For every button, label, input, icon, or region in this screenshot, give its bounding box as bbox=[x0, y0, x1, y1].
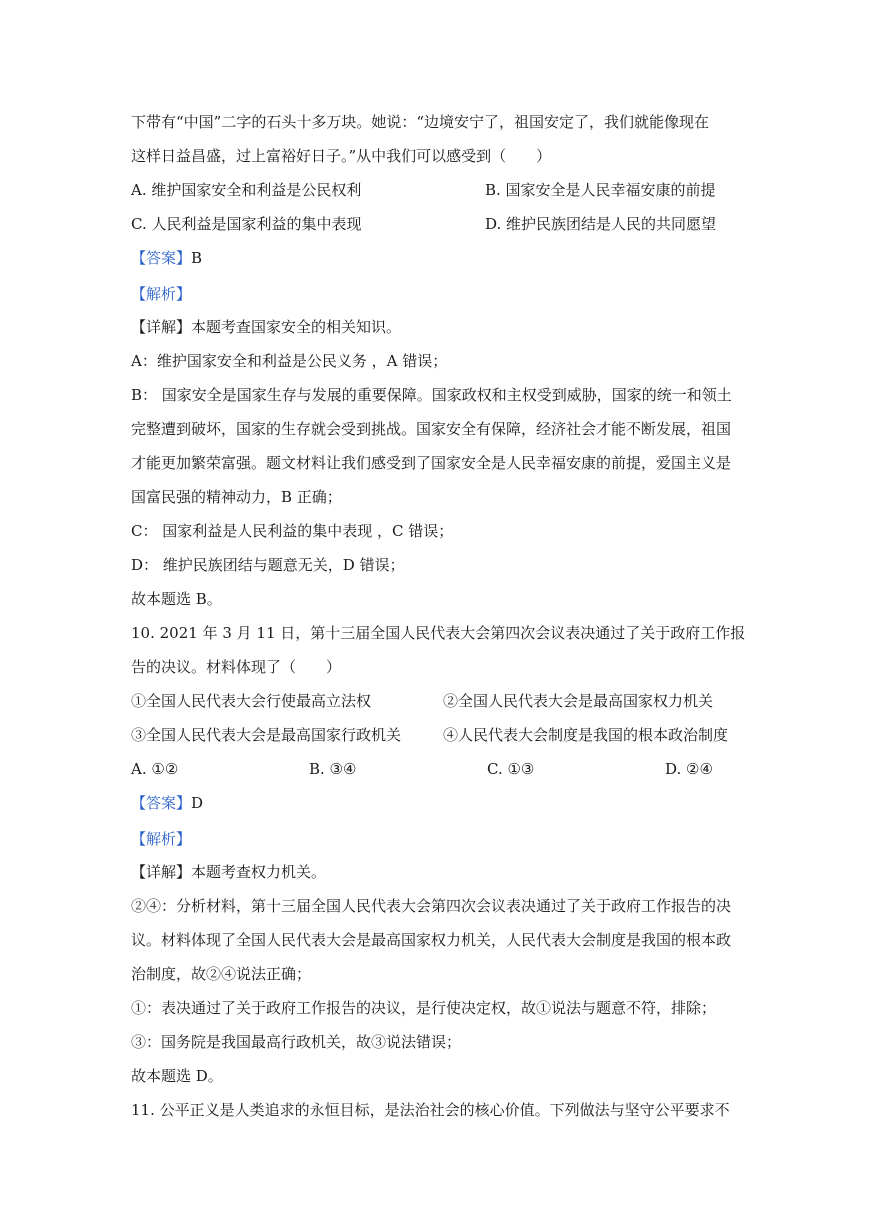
q9-option-d: D. 维护民族团结是人民的共同愿望 bbox=[485, 215, 717, 233]
q9-detail-text: 本题考查国家安全的相关知识。 bbox=[191, 318, 402, 336]
q9-answer-tag: 【答案】 bbox=[131, 249, 192, 267]
q9-explain-b-line-4: 国富民强的精神动力，B 正确； bbox=[131, 488, 342, 506]
q10-stem-line-1: 10. 2021 年 3 月 11 日，第十三届全国人民代表大会第四次会议表决通过了关于政府工作报 bbox=[131, 624, 746, 642]
q11-stem-line-1: 11. 公平正义是人类追求的永恒目标，是法治社会的核心价值。下列做法与坚守公平要求不 bbox=[131, 1101, 730, 1119]
q9-stem-line-1: 下带有“中国”二字的石头十多万块。她说：“边境安宁了，祖国安定了，我们就能像现在 bbox=[131, 113, 710, 131]
q9-conclusion: 故本题选 B。 bbox=[131, 590, 222, 608]
q10-answer-value: D bbox=[191, 794, 204, 812]
q10-statement-1: ①全国人民代表大会行使最高立法权 bbox=[131, 692, 372, 710]
q9-explain-b-line-1: B： 国家安全是国家生存与发展的重要保障。国家政权和主权受到威胁，国家的统一和领土 bbox=[131, 386, 732, 404]
q10-stem-line-2: 告的决议。材料体现了（ ） bbox=[131, 658, 342, 676]
q9-explain-b-line-3: 才能更加繁荣富强。题文材料让我们感受到了国家安全是人民幸福安康的前提，爱国主义是 bbox=[131, 454, 732, 472]
q9-answer bbox=[131, 247, 741, 269]
q10-option-b: B. ③④ bbox=[309, 760, 357, 778]
q9-answer-value: B bbox=[191, 249, 203, 267]
q10-detail bbox=[131, 861, 741, 883]
q9-option-c: C. 人民利益是国家利益的集中表现 bbox=[131, 215, 362, 233]
q9-explain-c: C： 国家利益是人民利益的集中表现 ，C 错误； bbox=[131, 522, 454, 540]
q9-option-b: B. 国家安全是人民幸福安康的前提 bbox=[485, 181, 716, 199]
q9-stem-line-2: 这样日益昌盛，过上富裕好日子。”从中我们可以感受到（ ） bbox=[131, 147, 552, 165]
q9-explain-b-line-2: 完整遭到破坏，国家的生存就会受到挑战。国家安全有保障，经济社会才能不断发展，祖国 bbox=[131, 420, 732, 438]
q9-option-a: A. 维护国家安全和利益是公民权利 bbox=[131, 181, 362, 199]
q10-conclusion: 故本题选 D。 bbox=[131, 1067, 223, 1085]
q10-option-c: C. ①③ bbox=[487, 760, 535, 778]
q10-explain-24-line-3: 治制度，故②④说法正确； bbox=[131, 965, 312, 983]
q10-analysis-heading bbox=[131, 828, 741, 850]
q10-explain-24-line-1: ②④：分析材料，第十三届全国人民代表大会第四次会议表决通过了关于政府工作报告的决 bbox=[131, 897, 732, 915]
q10-analysis-tag: 【解析】 bbox=[131, 830, 192, 848]
q10-statement-3: ③全国人民代表大会是最高国家行政机关 bbox=[131, 726, 402, 744]
q10-explain-24-line-2: 议。材料体现了全国人民代表大会是最高国家权力机关，人民代表大会制度是我国的根本政 bbox=[131, 931, 732, 949]
q9-explain-a: A：维护国家安全和利益是公民义务 ，A 错误； bbox=[131, 352, 448, 370]
q9-analysis-heading bbox=[131, 283, 741, 305]
q9-detail bbox=[131, 316, 741, 338]
q9-detail-tag: 【详解】 bbox=[131, 318, 192, 336]
q9-explain-d: D： 维护民族团结与题意无关，D 错误； bbox=[131, 556, 405, 574]
q10-answer bbox=[131, 792, 741, 814]
q10-statement-2: ②全国人民代表大会是最高国家权力机关 bbox=[443, 692, 714, 710]
q10-explain-1: ①：表决通过了关于政府工作报告的决议，是行使决定权，故①说法与题意不符，排除； bbox=[131, 999, 717, 1017]
q10-detail-text: 本题考查权力机关。 bbox=[191, 863, 327, 881]
q10-option-d: D. ②④ bbox=[665, 760, 713, 778]
q10-explain-3: ③：国务院是我国最高行政机关，故③说法错误； bbox=[131, 1033, 462, 1051]
q10-statement-4: ④人民代表大会制度是我国的根本政治制度 bbox=[443, 726, 729, 744]
q9-analysis-tag: 【解析】 bbox=[131, 285, 192, 303]
q10-detail-tag: 【详解】 bbox=[131, 863, 192, 881]
q10-option-a: A. ①② bbox=[131, 760, 179, 778]
q10-answer-tag: 【答案】 bbox=[131, 794, 192, 812]
